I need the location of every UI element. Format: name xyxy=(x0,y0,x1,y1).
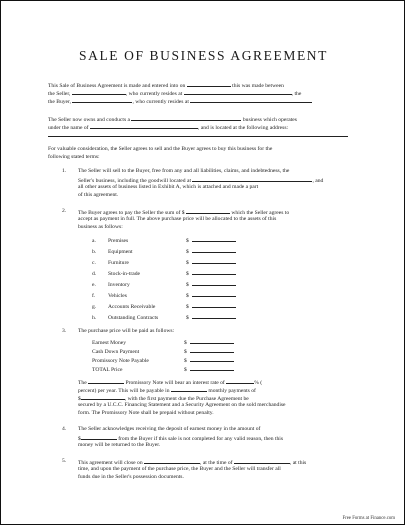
business-type-blank[interactable] xyxy=(131,115,241,121)
payment-label: Cash Down Payment xyxy=(92,349,140,355)
months-blank[interactable] xyxy=(171,386,207,392)
payment-row xyxy=(92,347,234,356)
item-number: 5. xyxy=(62,458,67,464)
payment-label: TOTAL Price xyxy=(92,367,123,373)
allocation-row xyxy=(92,236,236,245)
item3-line: form. The Promissory Note shall be prepaid without penalty. xyxy=(78,410,214,416)
location-blank[interactable] xyxy=(192,176,312,182)
allocation-key: d. xyxy=(92,271,97,277)
allocation-key: f. xyxy=(92,293,96,299)
item1-line: Seller's business, including the goodwill located at , and xyxy=(78,178,324,184)
item2-line: business as follows: xyxy=(78,224,123,230)
allocation-row xyxy=(92,313,236,322)
allocation-label: Premises xyxy=(108,238,129,244)
allocation-key: g. xyxy=(92,304,97,310)
allocation-row xyxy=(92,258,236,267)
seller-address-blank[interactable] xyxy=(184,89,292,95)
allocation-row xyxy=(92,291,236,300)
note-term-blank[interactable] xyxy=(88,378,124,384)
buyer-name-blank[interactable] xyxy=(72,97,132,103)
allocation-amount-blank[interactable] xyxy=(192,236,236,242)
item3-line: $ , with the first payment due the Purchase Agreement be xyxy=(78,396,249,402)
currency-symbol: $ xyxy=(186,260,189,266)
item5-line: funds due in the Seller's possession documents. xyxy=(78,474,184,480)
consideration-line: For valuable consideration, the Seller agrees to sell and the Buyer agrees to buy this business for the xyxy=(48,146,273,152)
currency-symbol: $ xyxy=(184,367,187,373)
monthly-payment-blank[interactable] xyxy=(81,394,125,400)
currency-symbol: $ xyxy=(186,282,189,288)
item-number: 3. xyxy=(62,328,67,334)
seller-name-blank[interactable] xyxy=(72,89,126,95)
payment-amount-blank[interactable] xyxy=(190,365,234,371)
item1-line: The Seller will sell to the Buyer, free from any and all liabilities, claims, and indebtedness, the xyxy=(78,168,290,174)
footer-credit: Free Forms at Finance.com xyxy=(342,516,395,521)
allocation-label: Outstanding Contracts xyxy=(108,315,159,321)
item5-line: time, and upon the payment of the purchase price, the Buyer and the Seller will transfer all xyxy=(78,466,281,472)
currency-symbol: $ xyxy=(186,238,189,244)
intro-line: under the name of , and is located at the following address: xyxy=(48,125,289,131)
currency-symbol: $ xyxy=(186,271,189,277)
interest-rate-blank[interactable] xyxy=(226,378,254,384)
allocation-row xyxy=(92,269,236,278)
allocation-label: Stock-in-trade xyxy=(108,271,140,277)
currency-symbol: $ xyxy=(184,349,187,355)
payment-row xyxy=(92,365,234,374)
item3-line: The purchase price will be paid as follows: xyxy=(78,328,175,334)
allocation-key: h. xyxy=(92,315,97,321)
deposit-blank[interactable] xyxy=(81,434,117,440)
item4-line: $ from the Buyer if this sale is not completed for any valid reason, then this xyxy=(78,436,284,442)
address-blank-line xyxy=(48,131,348,140)
document-title: SALE OF BUSINESS AGREEMENT xyxy=(79,48,328,63)
item2-line: accept as payment in full. The above purchase price will be allocated to the assets of this xyxy=(78,216,277,222)
business-name-blank[interactable] xyxy=(90,123,198,129)
allocation-amount-blank[interactable] xyxy=(192,269,236,275)
payment-label: Promissory Note Payable xyxy=(92,358,149,364)
allocation-amount-blank[interactable] xyxy=(192,247,236,253)
intro-line: The Seller now owns and conducts a business which operates xyxy=(48,117,297,123)
allocation-key: c. xyxy=(92,260,96,266)
allocation-label: Inventory xyxy=(108,282,130,288)
payment-row xyxy=(92,356,234,365)
item1-line: of this agreement. xyxy=(78,192,119,198)
item3-line: The Promissory Note will bear an interest rate of % ( xyxy=(78,380,263,386)
closing-time-blank[interactable] xyxy=(234,458,290,464)
business-address-blank[interactable] xyxy=(48,131,348,137)
allocation-key: e. xyxy=(92,282,96,288)
item2-line: The Buyer agrees to pay the Seller the sum of $ which the Seller agrees to xyxy=(78,210,290,216)
currency-symbol: $ xyxy=(184,340,187,346)
currency-symbol: $ xyxy=(186,304,189,310)
item-number: 4. xyxy=(62,426,67,432)
allocation-row xyxy=(92,247,236,256)
item1-line: all other assets of business listed in Exhibit A, which is attached and made a part xyxy=(78,184,259,190)
item4-line: money will be returned to the Buyer. xyxy=(78,442,161,448)
payment-label: Earnest Money xyxy=(92,340,127,346)
allocation-amount-blank[interactable] xyxy=(192,302,236,308)
buyer-address-blank[interactable] xyxy=(190,97,312,103)
currency-symbol: $ xyxy=(186,293,189,299)
allocation-amount-blank[interactable] xyxy=(192,313,236,319)
allocation-amount-blank[interactable] xyxy=(192,291,236,297)
payment-amount-blank[interactable] xyxy=(190,338,234,344)
intro-line: the Buyer, , who currently resides at xyxy=(48,97,312,106)
payment-row xyxy=(92,338,234,347)
intro-line: the Seller, , who currently resides at , the xyxy=(48,91,302,97)
price-blank[interactable] xyxy=(186,208,230,214)
payment-amount-blank[interactable] xyxy=(190,347,234,353)
currency-symbol: $ xyxy=(186,249,189,255)
consideration-line: following stated terms: xyxy=(48,154,100,160)
payment-amount-blank[interactable] xyxy=(190,356,234,362)
item-number: 2. xyxy=(62,208,67,214)
allocation-key: b. xyxy=(92,249,97,255)
allocation-label: Equipment xyxy=(108,249,133,255)
allocation-label: Accounts Receivable xyxy=(108,304,156,310)
allocation-amount-blank[interactable] xyxy=(192,258,236,264)
allocation-key: a. xyxy=(92,238,96,244)
item3-line: secured by a U.C.C. Financing Statement and a Security Agreement on the sold merchandise xyxy=(78,402,286,408)
item-number: 1. xyxy=(62,168,67,174)
item3-line: percent) per year. This will be payable in monthly payments of xyxy=(78,388,256,394)
date-blank[interactable] xyxy=(187,81,231,87)
allocation-amount-blank[interactable] xyxy=(192,280,236,286)
currency-symbol: $ xyxy=(186,315,189,321)
currency-symbol: $ xyxy=(184,358,187,364)
closing-date-blank[interactable] xyxy=(144,458,200,464)
allocation-row xyxy=(92,302,236,311)
allocation-label: Vehicles xyxy=(108,293,127,299)
allocation-label: Furniture xyxy=(108,260,129,266)
allocation-row xyxy=(92,280,236,289)
intro-line: This Sale of Business Agreement is made and entered into on this was made between xyxy=(48,83,284,89)
item4-line: The Seller acknowledges receiving the deposit of earnest money in the amount of xyxy=(78,426,261,432)
item5-line: This agreement will close on , at the time of , at this xyxy=(78,460,307,466)
